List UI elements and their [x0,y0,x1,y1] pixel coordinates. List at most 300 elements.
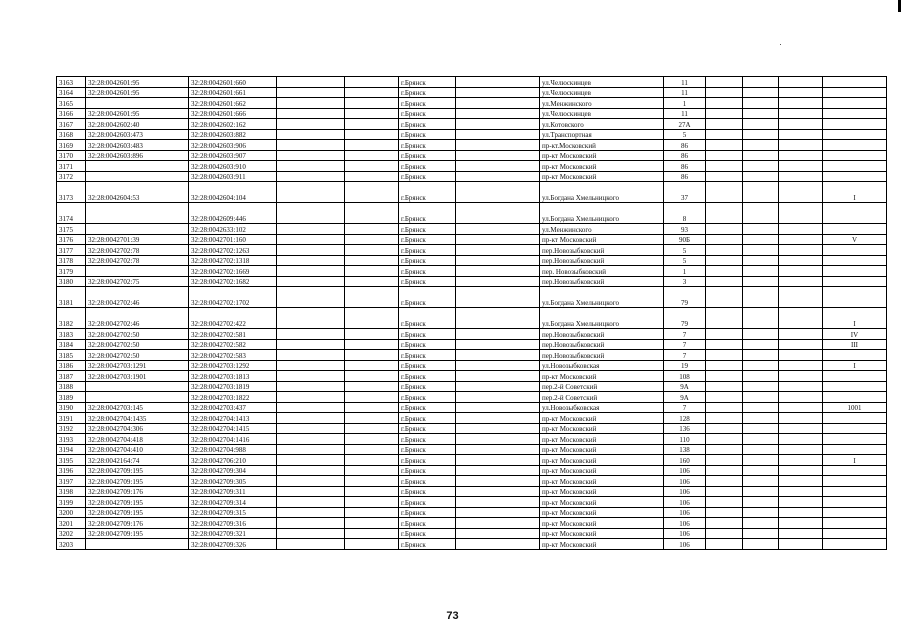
city-cell: г.Брянск [399,350,456,361]
street-cell: пр-кт Московский [540,423,664,434]
building-cadastral-number-cell: 32:28:0042702:1318 [189,255,277,266]
street-cell: пр-кт Московский [540,518,664,529]
col-10-cell [706,402,743,413]
col-4-cell [277,108,345,119]
table-row [57,234,887,245]
col-11-cell [743,224,779,235]
col-5-cell [345,308,399,329]
col-4-cell [277,234,345,245]
table-row [57,486,887,497]
city-cell: г.Брянск [399,507,456,518]
building-cadastral-number-cell: 32:28:0042633:102 [189,224,277,235]
col-7-cell [456,350,540,361]
city-cell: г.Брянск [399,455,456,466]
table-row [57,161,887,172]
col-4-cell [277,287,345,308]
land-cadastral-number-cell: 32:28:0042709:195 [86,497,189,508]
col-7-cell [456,171,540,182]
col-4-cell [277,413,345,424]
row-number-cell: 3186 [57,360,86,371]
table-row [57,108,887,119]
land-cadastral-number-cell [86,98,189,109]
col-7-cell [456,119,540,130]
col-11-cell [743,423,779,434]
building-cadastral-number-cell: 32:28:0042704:1416 [189,434,277,445]
city-cell: г.Брянск [399,171,456,182]
city-cell: г.Брянск [399,224,456,235]
col-12-cell [779,455,823,466]
building-cadastral-number-cell: 32:28:0042702:1669 [189,266,277,277]
col-5-cell [345,171,399,182]
table-row [57,308,887,329]
col-11-cell [743,108,779,119]
city-cell: г.Брянск [399,119,456,130]
col-4-cell [277,245,345,256]
unit-cell [823,528,887,539]
col-12-cell [779,171,823,182]
unit-cell [823,203,887,224]
col-7-cell [456,203,540,224]
row-number-cell: 3178 [57,255,86,266]
table-row [57,413,887,424]
land-cadastral-number-cell: 32:28:0042709:195 [86,476,189,487]
col-10-cell [706,224,743,235]
col-12-cell [779,339,823,350]
land-cadastral-number-cell: 32:28:0042702:50 [86,350,189,361]
table-row [57,350,887,361]
land-cadastral-number-cell: 32:28:0042603:483 [86,140,189,151]
land-cadastral-number-cell: 32:28:0042601:95 [86,77,189,88]
col-7-cell [456,455,540,466]
col-12-cell [779,486,823,497]
house-cell: 110 [664,434,706,445]
land-cadastral-number-cell: 32:28:0042601:95 [86,87,189,98]
unit-cell [823,413,887,424]
house-cell: 7 [664,350,706,361]
house-cell: 86 [664,171,706,182]
col-10-cell [706,339,743,350]
col-5-cell [345,87,399,98]
col-11-cell [743,203,779,224]
unit-cell: I [823,360,887,371]
unit-cell: 1001 [823,402,887,413]
table-row [57,276,887,287]
city-cell: г.Брянск [399,402,456,413]
col-11-cell [743,339,779,350]
land-cadastral-number-cell: 32:28:0042704:410 [86,444,189,455]
row-number-cell: 3188 [57,381,86,392]
house-cell: 9А [664,392,706,403]
house-cell: 11 [664,108,706,119]
city-cell: г.Брянск [399,203,456,224]
registry-rows [57,77,887,550]
house-cell: 86 [664,161,706,172]
col-5-cell [345,528,399,539]
col-5-cell [345,413,399,424]
city-cell: г.Брянск [399,266,456,277]
building-cadastral-number-cell: 32:28:0042703:1292 [189,360,277,371]
col-5-cell [345,507,399,518]
table-row [57,402,887,413]
street-cell: пер.Новозыбковский [540,255,664,266]
building-cadastral-number-cell: 32:28:0042709:311 [189,486,277,497]
house-cell: 79 [664,287,706,308]
unit-cell [823,486,887,497]
col-4-cell [277,98,345,109]
house-cell: 1 [664,98,706,109]
house-cell: 5 [664,245,706,256]
unit-cell [823,255,887,266]
city-cell: г.Брянск [399,497,456,508]
house-cell: 11 [664,77,706,88]
col-10-cell [706,497,743,508]
street-cell: ул.Новозыбковская [540,360,664,371]
building-cadastral-number-cell: 32:28:0042704:988 [189,444,277,455]
col-12-cell [779,539,823,550]
col-10-cell [706,486,743,497]
col-10-cell [706,266,743,277]
street-cell: пер.Новозыбковский [540,329,664,340]
unit-cell [823,129,887,140]
col-12-cell [779,287,823,308]
col-7-cell [456,465,540,476]
building-cadastral-number-cell: 32:28:0042601:661 [189,87,277,98]
col-12-cell [779,308,823,329]
col-11-cell [743,98,779,109]
col-4-cell [277,255,345,266]
table-row [57,287,887,308]
house-cell: 86 [664,140,706,151]
col-11-cell [743,266,779,277]
col-12-cell [779,423,823,434]
street-cell: пр-кт Московский [540,171,664,182]
col-5-cell [345,119,399,130]
col-4-cell [277,171,345,182]
row-number-cell: 3183 [57,329,86,340]
building-cadastral-number-cell: 32:28:0042703:437 [189,402,277,413]
col-10-cell [706,98,743,109]
col-10-cell [706,381,743,392]
unit-cell [823,87,887,98]
street-cell: ул.Челюскинцев [540,108,664,119]
land-cadastral-number-cell: 32:28:0042602:40 [86,119,189,130]
col-11-cell [743,360,779,371]
col-5-cell [345,276,399,287]
row-number-cell: 3191 [57,413,86,424]
land-cadastral-number-cell: 32:28:0042704:1435 [86,413,189,424]
col-5-cell [345,360,399,371]
col-4-cell [277,507,345,518]
house-cell: 106 [664,497,706,508]
col-7-cell [456,476,540,487]
col-5-cell [345,486,399,497]
street-cell: пр-кт.Московский [540,140,664,151]
col-10-cell [706,255,743,266]
house-cell: 106 [664,518,706,529]
col-10-cell [706,528,743,539]
table-row [57,371,887,382]
unit-cell [823,171,887,182]
city-cell: г.Брянск [399,276,456,287]
house-cell: 106 [664,539,706,550]
table-row [57,518,887,529]
city-cell: г.Брянск [399,150,456,161]
unit-cell [823,539,887,550]
col-11-cell [743,140,779,151]
land-cadastral-number-cell: 32:28:0042701:39 [86,234,189,245]
col-4-cell [277,423,345,434]
col-10-cell [706,245,743,256]
unit-cell [823,140,887,151]
street-cell: ул.Челюскинцев [540,77,664,88]
row-number-cell: 3202 [57,528,86,539]
house-cell: 11 [664,87,706,98]
land-cadastral-number-cell: 32:28:0042703:1901 [86,371,189,382]
building-cadastral-number-cell: 32:28:0042603:910 [189,161,277,172]
street-cell: пр-кт Московский [540,497,664,508]
table-row [57,171,887,182]
city-cell: г.Брянск [399,182,456,203]
col-12-cell [779,161,823,172]
col-4-cell [277,203,345,224]
col-5-cell [345,371,399,382]
col-7-cell [456,444,540,455]
col-4-cell [277,497,345,508]
col-4-cell [277,119,345,130]
city-cell: г.Брянск [399,140,456,151]
building-cadastral-number-cell: 32:28:0042609:446 [189,203,277,224]
col-7-cell [456,266,540,277]
building-cadastral-number-cell: 32:28:0042709:304 [189,465,277,476]
table-row [57,444,887,455]
col-11-cell [743,486,779,497]
house-cell: 106 [664,486,706,497]
col-7-cell [456,140,540,151]
street-cell: пр-кт Московский [540,413,664,424]
row-number-cell: 3190 [57,402,86,413]
street-cell: ул.Транспортная [540,129,664,140]
street-cell: пер. Новозыбковский [540,266,664,277]
row-number-cell: 3166 [57,108,86,119]
unit-cell [823,77,887,88]
col-10-cell [706,108,743,119]
col-11-cell [743,434,779,445]
street-cell: ул.Котовского [540,119,664,130]
house-cell: 1 [664,266,706,277]
col-11-cell [743,444,779,455]
col-5-cell [345,518,399,529]
col-12-cell [779,476,823,487]
building-cadastral-number-cell: 32:28:0042709:316 [189,518,277,529]
col-5-cell [345,287,399,308]
row-number-cell: 3203 [57,539,86,550]
col-12-cell [779,255,823,266]
col-4-cell [277,87,345,98]
col-5-cell [345,129,399,140]
col-4-cell [277,381,345,392]
land-cadastral-number-cell: 32:28:0042704:418 [86,434,189,445]
unit-cell [823,224,887,235]
building-cadastral-number-cell: 32:28:0042602:162 [189,119,277,130]
col-11-cell [743,392,779,403]
col-12-cell [779,150,823,161]
col-12-cell [779,77,823,88]
house-cell: 5 [664,255,706,266]
building-cadastral-number-cell: 32:28:0042601:660 [189,77,277,88]
col-12-cell [779,140,823,151]
col-11-cell [743,413,779,424]
house-cell: 106 [664,465,706,476]
col-7-cell [456,129,540,140]
city-cell: г.Брянск [399,129,456,140]
street-cell: ул.Богдана Хмельницкого [540,203,664,224]
col-7-cell [456,276,540,287]
house-cell: 93 [664,224,706,235]
land-cadastral-number-cell: 32:28:0042709:195 [86,507,189,518]
col-11-cell [743,245,779,256]
house-cell: 7 [664,402,706,413]
city-cell: г.Брянск [399,234,456,245]
col-4-cell [277,150,345,161]
col-7-cell [456,98,540,109]
col-12-cell [779,444,823,455]
land-cadastral-number-cell: 32:28:0042603:473 [86,129,189,140]
building-cadastral-number-cell: 32:28:0042603:907 [189,150,277,161]
col-12-cell [779,350,823,361]
city-cell: г.Брянск [399,486,456,497]
col-4-cell [277,329,345,340]
row-number-cell: 3176 [57,234,86,245]
col-5-cell [345,98,399,109]
house-cell: 7 [664,329,706,340]
table-row [57,381,887,392]
row-number-cell: 3189 [57,392,86,403]
col-11-cell [743,161,779,172]
col-12-cell [779,507,823,518]
col-12-cell [779,528,823,539]
col-11-cell [743,528,779,539]
row-number-cell: 3175 [57,224,86,235]
city-cell: г.Брянск [399,381,456,392]
col-12-cell [779,434,823,445]
table-row [57,465,887,476]
land-cadastral-number-cell: 32:28:0042702:78 [86,245,189,256]
col-10-cell [706,371,743,382]
col-12-cell [779,266,823,277]
col-12-cell [779,203,823,224]
unit-cell [823,371,887,382]
building-cadastral-number-cell: 32:28:0042702:422 [189,308,277,329]
col-10-cell [706,329,743,340]
building-cadastral-number-cell: 32:28:0042702:1682 [189,276,277,287]
col-11-cell [743,518,779,529]
col-10-cell [706,287,743,308]
col-5-cell [345,140,399,151]
city-cell: г.Брянск [399,360,456,371]
col-10-cell [706,119,743,130]
table-row [57,203,887,224]
building-cadastral-number-cell: 32:28:0042603:911 [189,171,277,182]
col-4-cell [277,182,345,203]
col-4-cell [277,276,345,287]
col-5-cell [345,444,399,455]
land-cadastral-number-cell [86,266,189,277]
table-row [57,455,887,466]
street-cell: ул.Менжинского [540,98,664,109]
house-cell: 27А [664,119,706,130]
city-cell: г.Брянск [399,161,456,172]
col-7-cell [456,108,540,119]
building-cadastral-number-cell: 32:28:0042709:321 [189,528,277,539]
col-11-cell [743,539,779,550]
col-10-cell [706,182,743,203]
col-10-cell [706,455,743,466]
building-cadastral-number-cell: 32:28:0042603:906 [189,140,277,151]
street-cell: пр-кт Московский [540,486,664,497]
table-row [57,129,887,140]
unit-cell [823,150,887,161]
col-5-cell [345,381,399,392]
land-cadastral-number-cell: 32:28:0042702:78 [86,255,189,266]
col-4-cell [277,339,345,350]
col-5-cell [345,539,399,550]
house-cell: 128 [664,413,706,424]
unit-cell [823,276,887,287]
building-cadastral-number-cell: 32:28:0042706:210 [189,455,277,466]
col-11-cell [743,381,779,392]
col-4-cell [277,528,345,539]
street-cell: пер.Новозыбковский [540,276,664,287]
col-12-cell [779,465,823,476]
house-cell: 160 [664,455,706,466]
street-cell: пр-кт Московский [540,434,664,445]
col-4-cell [277,434,345,445]
city-cell: г.Брянск [399,108,456,119]
col-7-cell [456,150,540,161]
row-number-cell: 3173 [57,182,86,203]
land-cadastral-number-cell [86,224,189,235]
col-7-cell [456,434,540,445]
col-10-cell [706,507,743,518]
table-row [57,392,887,403]
city-cell: г.Брянск [399,287,456,308]
row-number-cell: 3164 [57,87,86,98]
table-row [57,539,887,550]
col-12-cell [779,98,823,109]
col-5-cell [345,182,399,203]
col-7-cell [456,497,540,508]
table-row [57,434,887,445]
col-7-cell [456,539,540,550]
street-cell: ул.Челюскинцев [540,87,664,98]
registry-table [56,76,887,550]
table-row [57,98,887,109]
row-number-cell: 3198 [57,486,86,497]
col-7-cell [456,308,540,329]
col-10-cell [706,276,743,287]
table-row [57,360,887,371]
col-12-cell [779,87,823,98]
table-row [57,119,887,130]
col-11-cell [743,465,779,476]
page-number: 73 [446,610,459,622]
col-12-cell [779,381,823,392]
building-cadastral-number-cell: 32:28:0042702:1702 [189,287,277,308]
col-7-cell [456,518,540,529]
col-4-cell [277,476,345,487]
col-7-cell [456,329,540,340]
row-number-cell: 3193 [57,434,86,445]
